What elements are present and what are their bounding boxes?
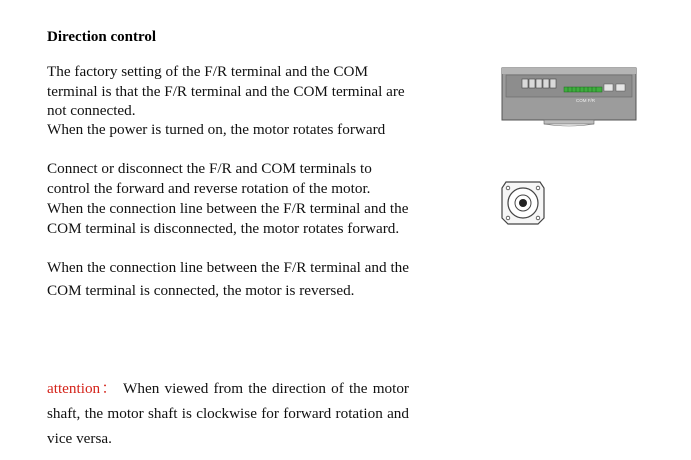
driver-terminal-label: COM F/R xyxy=(576,98,595,103)
motor-shaft-icon xyxy=(498,178,548,226)
driver-terminal-illustration xyxy=(500,66,638,128)
paragraph-factory-setting: The factory setting of the F/R terminal and the COM terminal is that the F/R terminal and the COM terminal are not connected. xyxy=(47,63,405,119)
attention-text: When viewed from the direction of the motor shaft, the motor shaft is clockwise for forward rotation and vice versa. xyxy=(47,380,409,447)
paragraph-disconnected-forward: When the connection line between the F/R terminal and the COM terminal is disconnected, the motor rotates forward. xyxy=(47,200,409,237)
paragraph-connect-control: Connect or disconnect the F/R and COM terminals to control the forward and reverse rotation of the motor. xyxy=(47,160,372,197)
paragraph-connected-reversed: When the connection line between the F/R terminal and the COM terminal is connected, the motor is reversed. xyxy=(47,259,409,299)
attention-note xyxy=(47,376,409,451)
section-heading: Direction control xyxy=(47,29,157,45)
paragraph-power-on: When the power is turned on, the motor rotates forward xyxy=(47,121,386,138)
attention-label: attention： xyxy=(47,380,119,397)
